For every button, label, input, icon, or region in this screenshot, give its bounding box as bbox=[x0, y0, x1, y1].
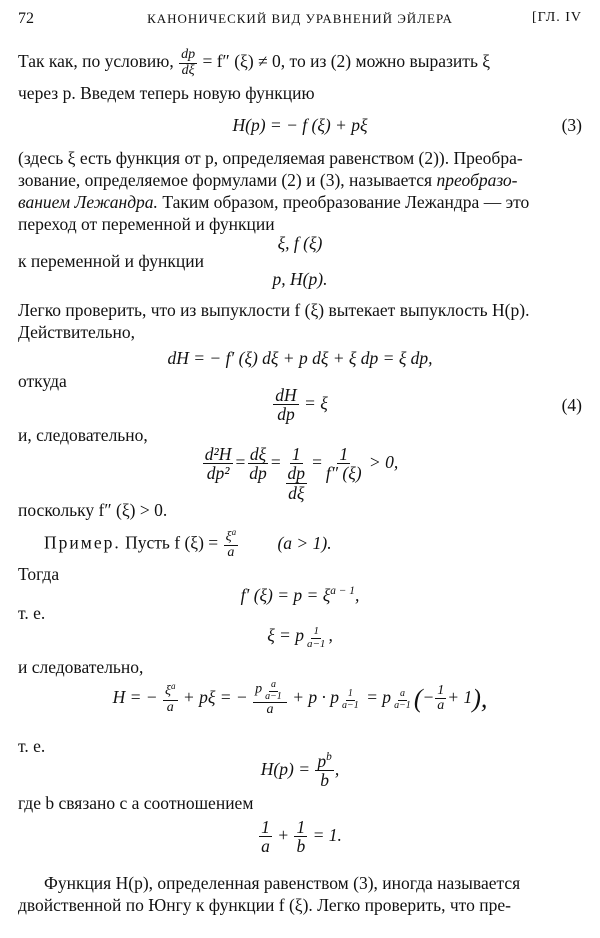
text-line-7: к переменной и функции bbox=[18, 251, 204, 271]
fraction-numerator bbox=[163, 682, 178, 700]
equation-part: H = − bbox=[112, 686, 158, 707]
text-line-2: через p. Введем теперь новую функцию bbox=[18, 83, 315, 103]
text-line-9: Действительно, bbox=[18, 322, 135, 342]
fraction bbox=[315, 752, 333, 790]
equation-9 bbox=[18, 752, 582, 792]
fraction-numerator: 1 bbox=[347, 688, 353, 700]
base: ξ bbox=[225, 529, 232, 545]
example-label: Пример. bbox=[44, 532, 121, 553]
equation-number: (4) bbox=[561, 395, 582, 415]
fraction-nested bbox=[283, 445, 311, 502]
fraction-denominator: a−1 bbox=[307, 637, 326, 650]
equation-body: ξ, f (ξ) bbox=[277, 233, 323, 253]
equation-10 bbox=[18, 818, 582, 858]
base: p bbox=[255, 681, 263, 697]
fraction-numerator: 1 bbox=[296, 817, 306, 837]
fraction-denominator: dp bbox=[249, 463, 267, 484]
condition: (a > 1). bbox=[277, 532, 332, 553]
fraction-denominator: a−1 bbox=[265, 690, 282, 702]
text-line-14: т. е. bbox=[18, 603, 46, 623]
base: p bbox=[317, 751, 327, 771]
punctuation: , bbox=[354, 584, 360, 605]
exponent: b bbox=[326, 751, 332, 764]
equation-rhs: = 1. bbox=[312, 824, 342, 845]
exponent: a bbox=[231, 527, 237, 537]
fraction-denominator: a bbox=[261, 836, 270, 857]
equation-number: (3) bbox=[561, 115, 582, 135]
text-line-5 bbox=[18, 191, 582, 213]
text-line-18: Функция H(p), определенная равенством (3), иногда называется bbox=[44, 873, 521, 893]
equation-rhs: > 0, bbox=[368, 451, 399, 472]
chapter-label: [ГЛ. IV bbox=[532, 10, 582, 25]
equation-body bbox=[18, 818, 582, 856]
fraction bbox=[294, 818, 307, 856]
text-line-1 bbox=[18, 48, 582, 78]
text-line-12: поскольку f″ (ξ) > 0. bbox=[18, 500, 168, 520]
fraction-denominator: a bbox=[437, 698, 445, 714]
fraction-numerator: 1 bbox=[437, 682, 445, 698]
paren-open: ( bbox=[413, 683, 423, 713]
text-span: Таким образом, преобразование Лежандра — это bbox=[162, 192, 530, 212]
text-span: зование, определяемое формулами (2) и (3), называется bbox=[18, 170, 433, 190]
fraction-denominator: a bbox=[227, 545, 235, 561]
fraction-dH-dp bbox=[273, 386, 298, 424]
fraction bbox=[163, 682, 178, 715]
fraction-numerator: a bbox=[270, 679, 276, 690]
equation-lhs: f′ (ξ) = p = ξ bbox=[240, 584, 331, 605]
equation-lhs: ξ = p bbox=[267, 625, 304, 645]
text-line-16: т. е. bbox=[18, 736, 46, 756]
page-header bbox=[18, 10, 582, 34]
text-line-10: откуда bbox=[18, 371, 67, 391]
fraction-denominator: dξ bbox=[181, 62, 195, 78]
fraction-numerator: dp bbox=[181, 47, 196, 62]
fraction-denominator: a bbox=[166, 699, 174, 715]
text-span: = f″ (ξ) ≠ 0, то из (2) можно выразить ξ bbox=[202, 51, 491, 72]
text-line-17: где b связано с a соотношением bbox=[18, 793, 254, 813]
equation-part: = p bbox=[366, 686, 392, 707]
fraction bbox=[203, 445, 234, 483]
equation-8 bbox=[18, 680, 582, 740]
exponent: a bbox=[170, 681, 176, 692]
text-line-11: и, следовательно, bbox=[18, 425, 148, 445]
exponent: a − 1 bbox=[330, 585, 355, 597]
equation-body bbox=[18, 752, 582, 790]
fraction-denominator: b bbox=[296, 836, 306, 857]
text-line-3: (здесь ξ есть функция от p, определяемая равенством (2)). Преобра- bbox=[18, 148, 523, 168]
paren-close: ), bbox=[472, 683, 488, 713]
page-number: 72 bbox=[18, 10, 34, 27]
fraction-denominator: dp² bbox=[206, 463, 230, 484]
fraction-numerator: d²H bbox=[204, 444, 232, 464]
punctuation: , bbox=[334, 758, 340, 779]
equation-part: + pξ = − bbox=[182, 686, 248, 707]
fraction-denominator: a bbox=[266, 702, 274, 717]
exponent-fraction bbox=[340, 689, 361, 711]
equation-5 bbox=[18, 445, 582, 505]
italic-term: преобразо- bbox=[436, 170, 518, 190]
fraction bbox=[435, 684, 446, 714]
fraction-numerator: dH bbox=[275, 385, 297, 405]
equation-body bbox=[18, 624, 582, 650]
equation-body: $\frac{\text{d²H}}{\text{dp²}}$ = $\frac{d\xi}{dp}$ = $\frac{1}{\frac{dp}{d\xi}}$ = $\frac{1}{f'' (\xi)}$ > 0, bbox=[204, 444, 399, 503]
fraction-numerator bbox=[253, 680, 287, 703]
fraction-numerator: 1 bbox=[339, 444, 349, 464]
fraction-numerator: 1 bbox=[291, 444, 301, 464]
equation-4 bbox=[18, 386, 582, 426]
fraction bbox=[247, 445, 269, 483]
fraction-numerator: dp bbox=[287, 463, 306, 484]
text-line-6: переход от переменной и функции bbox=[18, 214, 275, 234]
fraction bbox=[224, 528, 239, 561]
equation-body bbox=[18, 386, 582, 424]
fraction bbox=[286, 464, 308, 502]
text-line-19: двойственной по Юнгу к функции f (ξ). Легко проверить, что пре- bbox=[18, 895, 511, 915]
exponent-fraction bbox=[392, 689, 413, 711]
fraction-denominator bbox=[283, 464, 311, 502]
fraction-numerator: 1 bbox=[313, 625, 319, 638]
text-span: Пусть f (ξ) = bbox=[125, 532, 219, 553]
fraction-numerator bbox=[315, 752, 333, 771]
equation-body: dH = − f′ (ξ) dξ + p dξ + ξ dp = ξ dp, bbox=[167, 348, 433, 368]
italic-term: ванием Лежандра. bbox=[18, 192, 158, 212]
exponent-fraction bbox=[263, 680, 284, 702]
fraction-numerator: a bbox=[399, 688, 405, 700]
text-line-8: Легко проверить, что из выпуклости f (ξ) вытекает выпуклость H(p). bbox=[18, 300, 530, 320]
fraction-denominator: a−1 bbox=[394, 699, 411, 711]
fraction-denominator: b bbox=[320, 770, 329, 791]
fraction-numerator: 1 bbox=[261, 817, 270, 837]
fraction-denominator: a−1 bbox=[342, 699, 359, 711]
text-line-15: и следовательно, bbox=[18, 657, 144, 677]
exponent-fraction bbox=[305, 626, 327, 650]
text-line-13: Тогда bbox=[18, 564, 60, 584]
fraction-denominator: dξ bbox=[288, 482, 305, 503]
operator: + bbox=[277, 824, 290, 845]
fraction bbox=[324, 445, 364, 483]
base: ξ bbox=[164, 683, 171, 699]
fraction-dp-dxi bbox=[179, 48, 197, 78]
running-title: КАНОНИЧЕСКИЙ ВИД УРАВНЕНИЙ ЭЙЛЕРА bbox=[147, 11, 453, 26]
equation-body bbox=[18, 680, 582, 718]
equation-part: + p · p bbox=[292, 686, 339, 707]
text-span: Так как, по условию, bbox=[18, 51, 174, 72]
equation-part: − bbox=[422, 686, 435, 707]
punctuation: , bbox=[328, 625, 333, 645]
equation-rhs: = ξ bbox=[304, 392, 328, 413]
equation-part: + 1 bbox=[447, 686, 473, 707]
fraction-numerator bbox=[224, 528, 239, 546]
equation-lhs: H(p) = bbox=[260, 758, 311, 779]
fraction-numerator: dξ bbox=[249, 444, 267, 464]
text-line-4 bbox=[18, 169, 582, 191]
example-line bbox=[18, 528, 582, 561]
equation-body: H(p) = − f (ξ) + pξ bbox=[232, 115, 368, 135]
fraction bbox=[259, 818, 272, 856]
equation-body: p, H(p). bbox=[272, 269, 328, 289]
fraction-denominator: dp bbox=[277, 404, 295, 425]
fraction bbox=[253, 680, 287, 718]
fraction-denominator: f″ (ξ) bbox=[325, 463, 362, 484]
